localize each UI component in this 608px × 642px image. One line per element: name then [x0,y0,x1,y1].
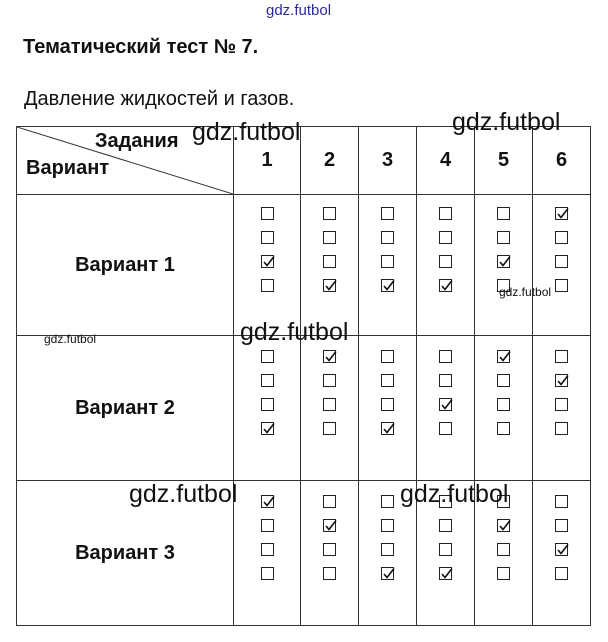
check-mark-icon [556,375,569,388]
checked-checkbox[interactable] [439,279,452,292]
checkbox[interactable] [497,398,510,411]
check-mark-icon [324,520,337,533]
checkbox[interactable] [323,207,336,220]
answer-cell [234,481,301,626]
check-mark-icon [498,256,511,269]
checkbox[interactable] [439,255,452,268]
checked-checkbox[interactable] [381,567,394,580]
task-header-5: 5 [475,127,533,195]
header-variant-label: Вариант [26,157,110,179]
task-header-3: 3 [359,127,417,195]
checkbox[interactable] [381,374,394,387]
watermark-header-mid: gdz.futbol [192,118,301,146]
checkbox[interactable] [323,495,336,508]
checkbox[interactable] [439,350,452,363]
checked-checkbox[interactable] [555,374,568,387]
task-header-1: 1 [234,127,301,195]
checked-checkbox[interactable] [323,350,336,363]
checkbox[interactable] [381,207,394,220]
checked-checkbox[interactable] [261,495,274,508]
checkbox[interactable] [555,519,568,532]
variant-row [17,195,591,336]
answer-cell [533,481,591,626]
answer-cell [234,195,301,336]
page-title: Тематический тест № 7. [23,36,259,58]
checkbox[interactable] [381,255,394,268]
checkbox[interactable] [555,255,568,268]
check-mark-icon [382,568,395,581]
checkbox[interactable] [261,543,274,556]
checkbox[interactable] [555,422,568,435]
variant-label: Вариант 3 [17,481,234,626]
checkbox[interactable] [323,567,336,580]
checkbox[interactable] [439,422,452,435]
checkbox[interactable] [439,231,452,244]
answer-cell [359,195,417,336]
check-mark-icon [556,208,569,221]
checkbox[interactable] [555,279,568,292]
check-mark-icon [440,568,453,581]
check-mark-icon [324,280,337,293]
check-mark-icon [262,496,275,509]
check-mark-icon [262,256,275,269]
checkbox[interactable] [261,398,274,411]
checkbox[interactable] [261,231,274,244]
checkbox[interactable] [381,495,394,508]
answer-cell [533,195,591,336]
check-mark-icon [440,280,453,293]
checkbox[interactable] [323,231,336,244]
checkbox[interactable] [323,422,336,435]
checked-checkbox[interactable] [555,207,568,220]
variant-label: Вариант 2 [17,336,234,481]
answer-cell [301,195,359,336]
checkbox[interactable] [261,207,274,220]
checked-checkbox[interactable] [323,279,336,292]
checked-checkbox[interactable] [555,543,568,556]
watermark-left-small: gdz.futbol [44,332,97,346]
watermark-header-right: gdz.futbol [452,108,561,136]
checkbox[interactable] [555,398,568,411]
checkbox[interactable] [323,398,336,411]
check-mark-icon [498,520,511,533]
checkbox[interactable] [381,519,394,532]
answer-cell [475,336,533,481]
check-mark-icon [440,399,453,412]
check-mark-icon [262,423,275,436]
checkbox[interactable] [497,374,510,387]
checkbox[interactable] [497,207,510,220]
checked-checkbox[interactable] [497,255,510,268]
checkbox[interactable] [497,543,510,556]
check-mark-icon [382,280,395,293]
checked-checkbox[interactable] [439,567,452,580]
page-subtitle: Давление жидкостей и газов. [24,88,295,110]
checked-checkbox[interactable] [381,279,394,292]
checkbox[interactable] [555,567,568,580]
checkbox[interactable] [261,350,274,363]
check-mark-icon [382,423,395,436]
checkbox[interactable] [261,519,274,532]
watermark-v2-top: gdz.futbol [240,318,349,346]
checkbox[interactable] [497,422,510,435]
watermark-v3-mid: gdz.futbol [400,480,509,508]
answer-cell [417,195,475,336]
checkbox[interactable] [439,207,452,220]
checkbox[interactable] [497,231,510,244]
checked-checkbox[interactable] [497,519,510,532]
answer-table [16,126,591,626]
checkbox[interactable] [381,231,394,244]
check-mark-icon [498,351,511,364]
checkbox[interactable] [555,495,568,508]
checked-checkbox[interactable] [497,350,510,363]
checked-checkbox[interactable] [261,255,274,268]
checkbox[interactable] [381,398,394,411]
checkbox[interactable] [439,374,452,387]
checkbox[interactable] [261,567,274,580]
checkbox[interactable] [439,519,452,532]
answer-cell [417,336,475,481]
checkbox[interactable] [439,543,452,556]
checkbox[interactable] [555,350,568,363]
check-mark-icon [556,544,569,557]
checkbox[interactable] [555,231,568,244]
task-header-6: 6 [533,127,591,195]
checked-checkbox[interactable] [439,398,452,411]
checkbox[interactable] [381,350,394,363]
watermark-v3-left: gdz.futbol [129,480,238,508]
answer-cell [475,195,533,336]
checkbox[interactable] [323,543,336,556]
answer-cell [533,336,591,481]
watermark-top: gdz.futbol [266,2,332,19]
checked-checkbox[interactable] [261,422,274,435]
checkbox[interactable] [381,543,394,556]
checkbox[interactable] [261,374,274,387]
checkbox[interactable] [323,255,336,268]
check-mark-icon [324,351,337,364]
variant-row [17,336,591,481]
checked-checkbox[interactable] [323,519,336,532]
watermark-v1-small: gdz.futbol [499,285,552,299]
answer-cell [234,336,301,481]
answer-cell [359,336,417,481]
task-header-2: 2 [301,127,359,195]
checkbox[interactable] [261,279,274,292]
checkbox[interactable] [323,374,336,387]
answer-cell [301,336,359,481]
variant-label: Вариант 1 [17,195,234,336]
checked-checkbox[interactable] [381,422,394,435]
task-header-4: 4 [417,127,475,195]
header-tasks-label: Задания [95,130,179,152]
checkbox[interactable] [497,567,510,580]
answer-cell [301,481,359,626]
